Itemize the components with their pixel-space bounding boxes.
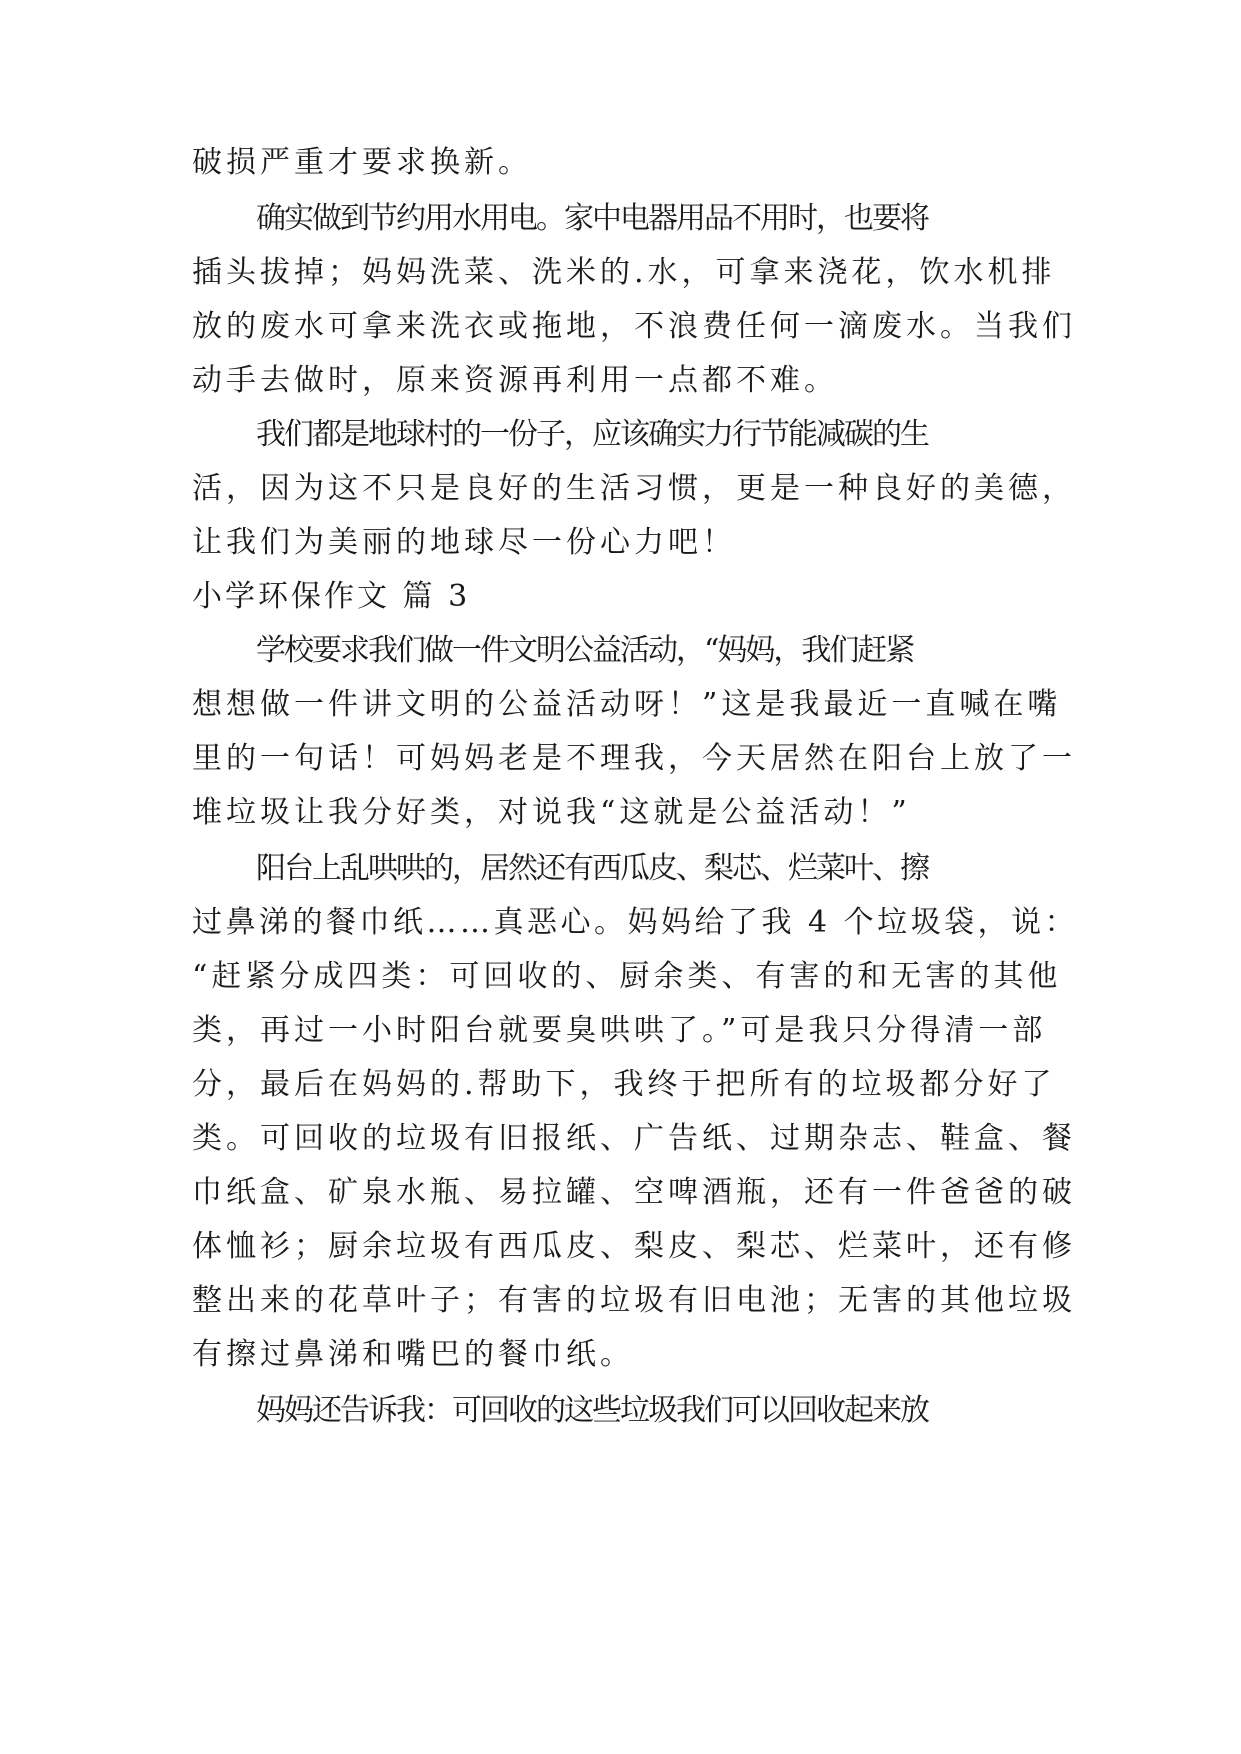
text-line: 整出来的花草叶子；有害的垃圾有旧电池；无害的其他垃圾 bbox=[192, 1283, 1076, 1318]
text-line: 让我们为美丽的地球尽一份心力吧！ bbox=[192, 525, 736, 560]
section-heading: 小学环保作文 篇 3 bbox=[192, 579, 471, 614]
paragraph-first-line: 确实做到节约用水用电。家中电器用品不用时，也要将 bbox=[256, 201, 928, 236]
text-line: 想想做一件讲文明的公益活动呀！”这是我最近一直喊在嘴 bbox=[192, 687, 1062, 722]
text-line: 类。可回收的垃圾有旧报纸、广告纸、过期杂志、鞋盒、餐 bbox=[192, 1121, 1076, 1156]
text-line: 体恤衫；厨余垃圾有西瓜皮、梨皮、梨芯、烂菜叶，还有修 bbox=[192, 1229, 1076, 1264]
text-line: 堆垃圾让我分好类，对说我“这就是公益活动！” bbox=[192, 795, 911, 830]
text-line: 里的一句话！可妈妈老是不理我，今天居然在阳台上放了一 bbox=[192, 741, 1076, 776]
text-line: 动手去做时，原来资源再利用一点都不难。 bbox=[192, 363, 838, 398]
text-line: 放的废水可拿来洗衣或拖地，不浪费任何一滴废水。当我们 bbox=[192, 309, 1076, 344]
text-line: 有擦过鼻涕和嘴巴的餐巾纸。 bbox=[192, 1337, 634, 1372]
text-line: 活，因为这不只是良好的生活习惯，更是一种良好的美德， bbox=[192, 471, 1076, 506]
paragraph-first-line: 阳台上乱哄哄的，居然还有西瓜皮、梨芯、烂菜叶、擦 bbox=[256, 851, 928, 886]
text-line: “赶紧分成四类：可回收的、厨余类、有害的和无害的其他 bbox=[192, 959, 1062, 994]
text-line: 类，再过一小时阳台就要臭哄哄了。”可是我只分得清一部 bbox=[192, 1013, 1047, 1048]
text-line: 分，最后在妈妈的.帮助下，我终于把所有的垃圾都分好了 bbox=[192, 1067, 1056, 1102]
text-line: 巾纸盒、矿泉水瓶、易拉罐、空啤酒瓶，还有一件爸爸的破 bbox=[192, 1175, 1076, 1210]
paragraph-first-line: 学校要求我们做一件文明公益活动，“妈妈，我们赶紧 bbox=[256, 633, 914, 668]
paragraph-first-line: 我们都是地球村的一份子，应该确实力行节能减碳的生 bbox=[256, 417, 928, 452]
text-line: 插头拔掉；妈妈洗菜、洗米的.水，可拿来浇花，饮水机排 bbox=[192, 255, 1056, 290]
paragraph-first-line: 妈妈还告诉我：可回收的这些垃圾我们可以回收起来放 bbox=[256, 1393, 928, 1428]
text-line: 过鼻涕的餐巾纸……真恶心。妈妈给了我 4 个垃圾袋，说： bbox=[192, 905, 1079, 940]
text-line: 破损严重才要求换新。 bbox=[192, 145, 532, 180]
